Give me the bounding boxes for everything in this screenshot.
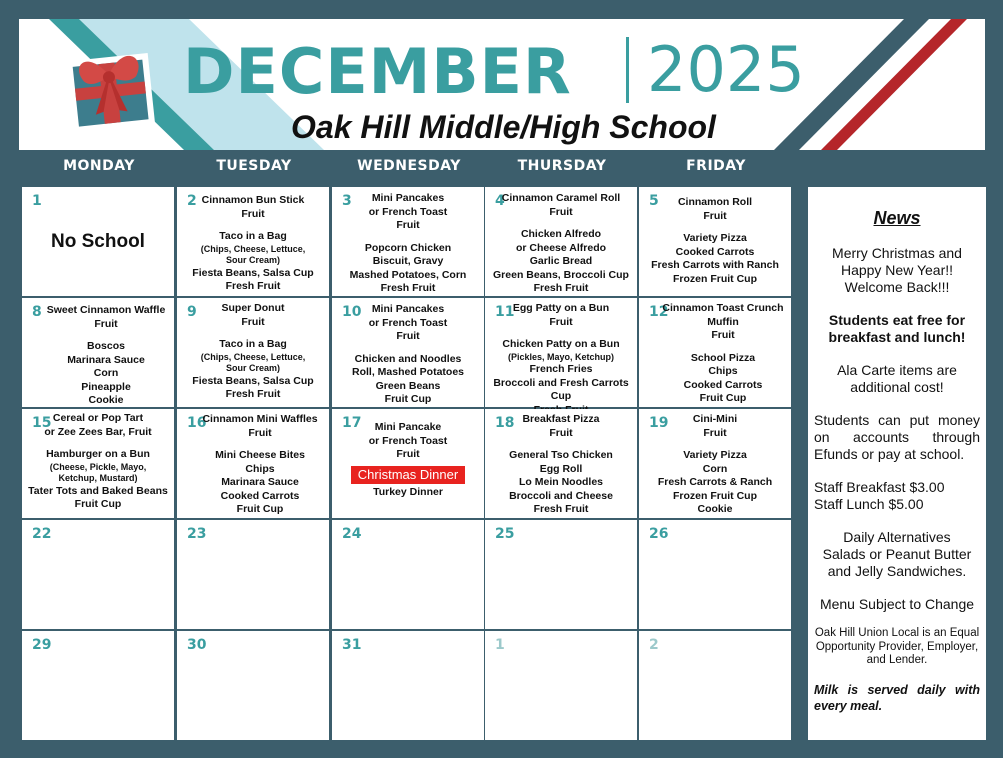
day-cell — [22, 187, 174, 296]
menu-item: School Pizza — [690, 351, 756, 364]
menu-item-note: (Chips, Cheese, Lettuce, — [200, 243, 306, 254]
menu-item: Sweet Cinnamon Waffle — [46, 304, 166, 316]
menu-item: Cinnamon Bun Stick — [201, 194, 305, 206]
menu-list — [655, 302, 791, 406]
menu-item-note: Sour Cream) — [225, 363, 280, 373]
menu-list — [485, 302, 637, 417]
menu-item: Cereal or Pop Tart — [52, 412, 144, 424]
menu-item: Fresh Carrots with Ranch — [651, 259, 779, 271]
menu-item: General Tso Chicken — [509, 449, 613, 461]
menu-list — [332, 303, 484, 407]
day-cell — [639, 187, 791, 296]
menu-item: French Fries — [529, 363, 593, 375]
day-number-next-month: 1 — [495, 637, 505, 653]
news-subject-to-change: Menu Subject to Change — [819, 596, 975, 612]
day-cell — [177, 409, 329, 518]
menu-item: Frozen Fruit Cup — [673, 272, 757, 285]
menu-item: Cooked Carrots — [220, 489, 300, 502]
menu-list — [332, 192, 484, 296]
gift-box-icon — [63, 39, 159, 135]
day-cell — [332, 298, 484, 407]
menu-item: Fruit — [711, 329, 735, 341]
day-number: 15 — [32, 415, 52, 431]
news-alternatives-line: Daily Alternatives — [843, 529, 951, 545]
menu-item: Lo Mein Noodles — [519, 476, 603, 488]
news-greeting-line: Happy New Year!! — [840, 262, 954, 278]
day-number: 5 — [649, 193, 659, 209]
menu-list — [177, 194, 329, 294]
day-cell — [22, 631, 174, 740]
menu-item: Fiesta Beans, Salsa Cup — [192, 374, 314, 387]
menu-item: Marinara Sauce — [67, 353, 145, 366]
menu-item-note: (Pickles, Mayo, Ketchup) — [507, 351, 615, 362]
day-cell — [639, 520, 791, 629]
menu-item: Chicken Patty on a Bun — [502, 338, 620, 350]
menu-item: Popcorn Chicken — [364, 241, 452, 254]
menu-item: Mini Pancakes — [371, 192, 445, 204]
menu-list — [38, 304, 174, 408]
menu-item: Fruit Cup — [74, 498, 122, 510]
menu-item: Hamburger on a Bun — [46, 448, 150, 460]
news-alternatives-line: and Jelly Sandwiches. — [827, 563, 967, 579]
menu-item: Corn — [702, 462, 728, 475]
day-number: 10 — [342, 304, 362, 320]
menu-list — [332, 421, 484, 499]
menu-item: Cinnamon Mini Waffles — [202, 413, 318, 425]
day-cell — [332, 187, 484, 296]
menu-item: Mini Cheese Bites — [215, 449, 305, 461]
menu-list — [639, 196, 791, 286]
news-milk: Milk is served daily with every meal. — [814, 682, 980, 713]
menu-item: Broccoli and Fresh Carrots Cup — [493, 376, 629, 402]
menu-item: Fruit — [241, 207, 265, 220]
day-cell — [639, 631, 791, 740]
menu-item: or French Toast — [368, 316, 448, 329]
news-equal-opportunity: Oak Hill Union Local is an Equal Opportunity Provider, Employer, and Lender. — [814, 627, 980, 666]
menu-item: Broccoli and Cheese — [509, 489, 613, 502]
menu-item: Variety Pizza — [683, 449, 747, 461]
menu-item: Corn — [93, 367, 119, 379]
menu-item: Taco in a Bag — [219, 230, 287, 242]
menu-item: Cooked Carrots — [683, 378, 763, 391]
day-cell — [22, 298, 174, 407]
menu-item: or French Toast — [368, 205, 448, 218]
day-number: 31 — [342, 637, 362, 653]
news-staff-lunch: Staff Lunch $5.00 — [814, 496, 924, 512]
menu-item: Tater Tots and Baked Beans — [28, 484, 168, 497]
menu-item: Fresh Carrots & Ranch — [657, 476, 773, 488]
menu-item: Turkey Dinner — [373, 485, 443, 498]
menu-item: or French Toast — [368, 434, 448, 447]
day-number: 19 — [649, 415, 669, 431]
menu-item: Biscuit, Gravy — [372, 255, 444, 267]
menu-list — [639, 413, 791, 517]
day-number: 8 — [32, 304, 42, 320]
day-header-tuesday: TUESDAY — [216, 158, 292, 174]
day-cell — [639, 409, 791, 518]
news-ala-carte: Ala Carte items are additional cost! — [837, 362, 957, 395]
day-number: 26 — [649, 526, 669, 542]
menu-item: Fresh Fruit — [225, 388, 281, 400]
day-number: 16 — [187, 415, 207, 431]
menu-item: Cookie — [697, 503, 733, 515]
day-cell — [485, 409, 637, 518]
calendar-header — [19, 19, 985, 150]
menu-list — [191, 413, 329, 517]
day-cell — [22, 409, 174, 518]
menu-item: Cinnamon Roll — [677, 196, 753, 208]
menu-item: Chicken Alfredo — [520, 228, 602, 240]
menu-item: Fruit — [396, 219, 420, 231]
menu-item: Fresh Fruit — [533, 503, 589, 515]
news-staff-breakfast: Staff Breakfast $3.00 — [814, 479, 945, 495]
menu-item: Fruit — [549, 205, 573, 218]
day-number: 23 — [187, 526, 207, 542]
news-greeting-line: Merry Christmas and — [832, 245, 962, 261]
menu-item: Fresh Fruit — [533, 282, 589, 294]
menu-item: Fruit — [703, 426, 727, 439]
menu-item: Pineapple — [81, 380, 131, 393]
menu-item: or Zee Zees Bar, Fruit — [44, 425, 152, 438]
year-title: 2025 — [647, 33, 805, 106]
school-name: Oak Hill Middle/High School — [291, 109, 716, 145]
day-number: 2 — [187, 193, 197, 209]
menu-item: Fruit — [549, 315, 573, 328]
news-title: News — [873, 208, 921, 228]
menu-item-note: Ketchup, Mustard) — [58, 473, 138, 483]
menu-item: Cinnamon Caramel Roll — [501, 192, 621, 204]
menu-item: Green Beans, Broccoli Cup — [493, 268, 629, 281]
day-number: 11 — [495, 304, 515, 320]
menu-item-note: (Cheese, Pickle, Mayo, — [49, 461, 147, 472]
menu-item: Boscos — [87, 340, 125, 352]
menu-item: Cooked Carrots — [675, 245, 755, 258]
day-cell — [177, 631, 329, 740]
menu-item: Breakfast Pizza — [522, 413, 600, 425]
menu-item: Mashed Potatoes, Corn — [349, 268, 467, 281]
day-cell — [332, 520, 484, 629]
menu-item: Muffin — [707, 315, 739, 328]
day-header-thursday: THURSDAY — [517, 158, 607, 174]
menu-item: Fruit — [94, 317, 118, 330]
menu-item: Cookie — [88, 394, 124, 406]
menu-item: Fruit Cup — [236, 503, 284, 515]
menu-item: Fiesta Beans, Salsa Cup — [192, 266, 314, 279]
menu-item: Chips — [245, 462, 275, 475]
menu-list — [485, 413, 637, 517]
day-number: 24 — [342, 526, 362, 542]
day-header-friday: FRIDAY — [686, 158, 746, 174]
day-cell — [332, 409, 484, 518]
menu-item: Variety Pizza — [683, 232, 747, 244]
menu-item: Green Beans — [375, 379, 441, 392]
menu-item: Fruit — [396, 448, 420, 460]
menu-item: Chicken and Noodles — [354, 352, 462, 365]
menu-item: Cini-Mini — [692, 413, 738, 425]
menu-item: Fresh Fruit — [225, 280, 281, 292]
menu-item: Chips — [708, 365, 738, 377]
day-cell — [485, 298, 637, 407]
day-cell — [639, 298, 791, 407]
day-number: 4 — [495, 193, 505, 209]
menu-item: Egg Patty on a Bun — [512, 302, 610, 314]
menu-item: Fresh Fruit — [380, 282, 436, 294]
day-number: 30 — [187, 637, 207, 653]
menu-item: Fruit — [396, 330, 420, 342]
month-title: DECEMBER — [183, 35, 572, 108]
day-number-next-month: 2 — [649, 637, 659, 653]
day-cell — [177, 520, 329, 629]
day-number: 17 — [342, 415, 362, 431]
day-cell — [332, 631, 484, 740]
menu-item-note: (Chips, Cheese, Lettuce, — [200, 351, 306, 362]
menu-item: Fruit — [703, 209, 727, 222]
menu-item: Fruit Cup — [384, 393, 432, 405]
menu-item: Roll, Mashed Potatoes — [351, 366, 465, 378]
menu-item: Mini Pancake — [374, 421, 442, 433]
day-number: 25 — [495, 526, 515, 542]
menu-item: Fruit Cup — [699, 392, 747, 404]
menu-item: Fruit — [549, 426, 573, 439]
menu-item: or Cheese Alfredo — [515, 241, 607, 254]
menu-list — [22, 412, 174, 512]
menu-item: Frozen Fruit Cup — [673, 489, 757, 502]
news-accounts: Students can put money on accounts through Efunds or pay at school. — [814, 412, 980, 462]
day-cell — [485, 520, 637, 629]
menu-list — [177, 302, 329, 402]
menu-item: Taco in a Bag — [219, 338, 287, 350]
menu-item: Super Donut — [221, 302, 285, 314]
day-number: 12 — [649, 304, 669, 320]
menu-list — [485, 192, 637, 296]
menu-item: Cinnamon Toast Crunch — [662, 302, 784, 314]
day-cell — [177, 187, 329, 296]
christmas-dinner-badge: Christmas Dinner — [351, 466, 465, 484]
menu-item: Fruit — [248, 426, 272, 439]
menu-item: Mini Pancakes — [371, 303, 445, 315]
day-number: 1 — [32, 193, 42, 209]
day-cell — [177, 298, 329, 407]
day-number: 9 — [187, 304, 197, 320]
menu-item: Fruit — [241, 315, 265, 328]
day-header-wednesday: WEDNESDAY — [357, 158, 461, 174]
day-cell — [22, 520, 174, 629]
day-cell — [485, 187, 637, 296]
menu-item: Garlic Bread — [529, 255, 593, 267]
news-panel — [808, 187, 986, 740]
menu-item-note: Sour Cream) — [225, 255, 280, 265]
news-alternatives-line: Salads or Peanut Butter — [822, 546, 972, 562]
title-divider — [626, 37, 629, 103]
news-free-meals: Students eat free for breakfast and lunch! — [828, 312, 966, 345]
day-header-monday: MONDAY — [63, 158, 135, 174]
news-greeting-line: Welcome Back!!! — [844, 279, 950, 295]
day-number: 18 — [495, 415, 515, 431]
day-number: 29 — [32, 637, 52, 653]
menu-item: Marinara Sauce — [221, 476, 299, 488]
day-number: 3 — [342, 193, 352, 209]
no-school-label: No School — [51, 231, 145, 252]
menu-item: Egg Roll — [539, 462, 583, 475]
day-number: 22 — [32, 526, 52, 542]
day-cell — [485, 631, 637, 740]
